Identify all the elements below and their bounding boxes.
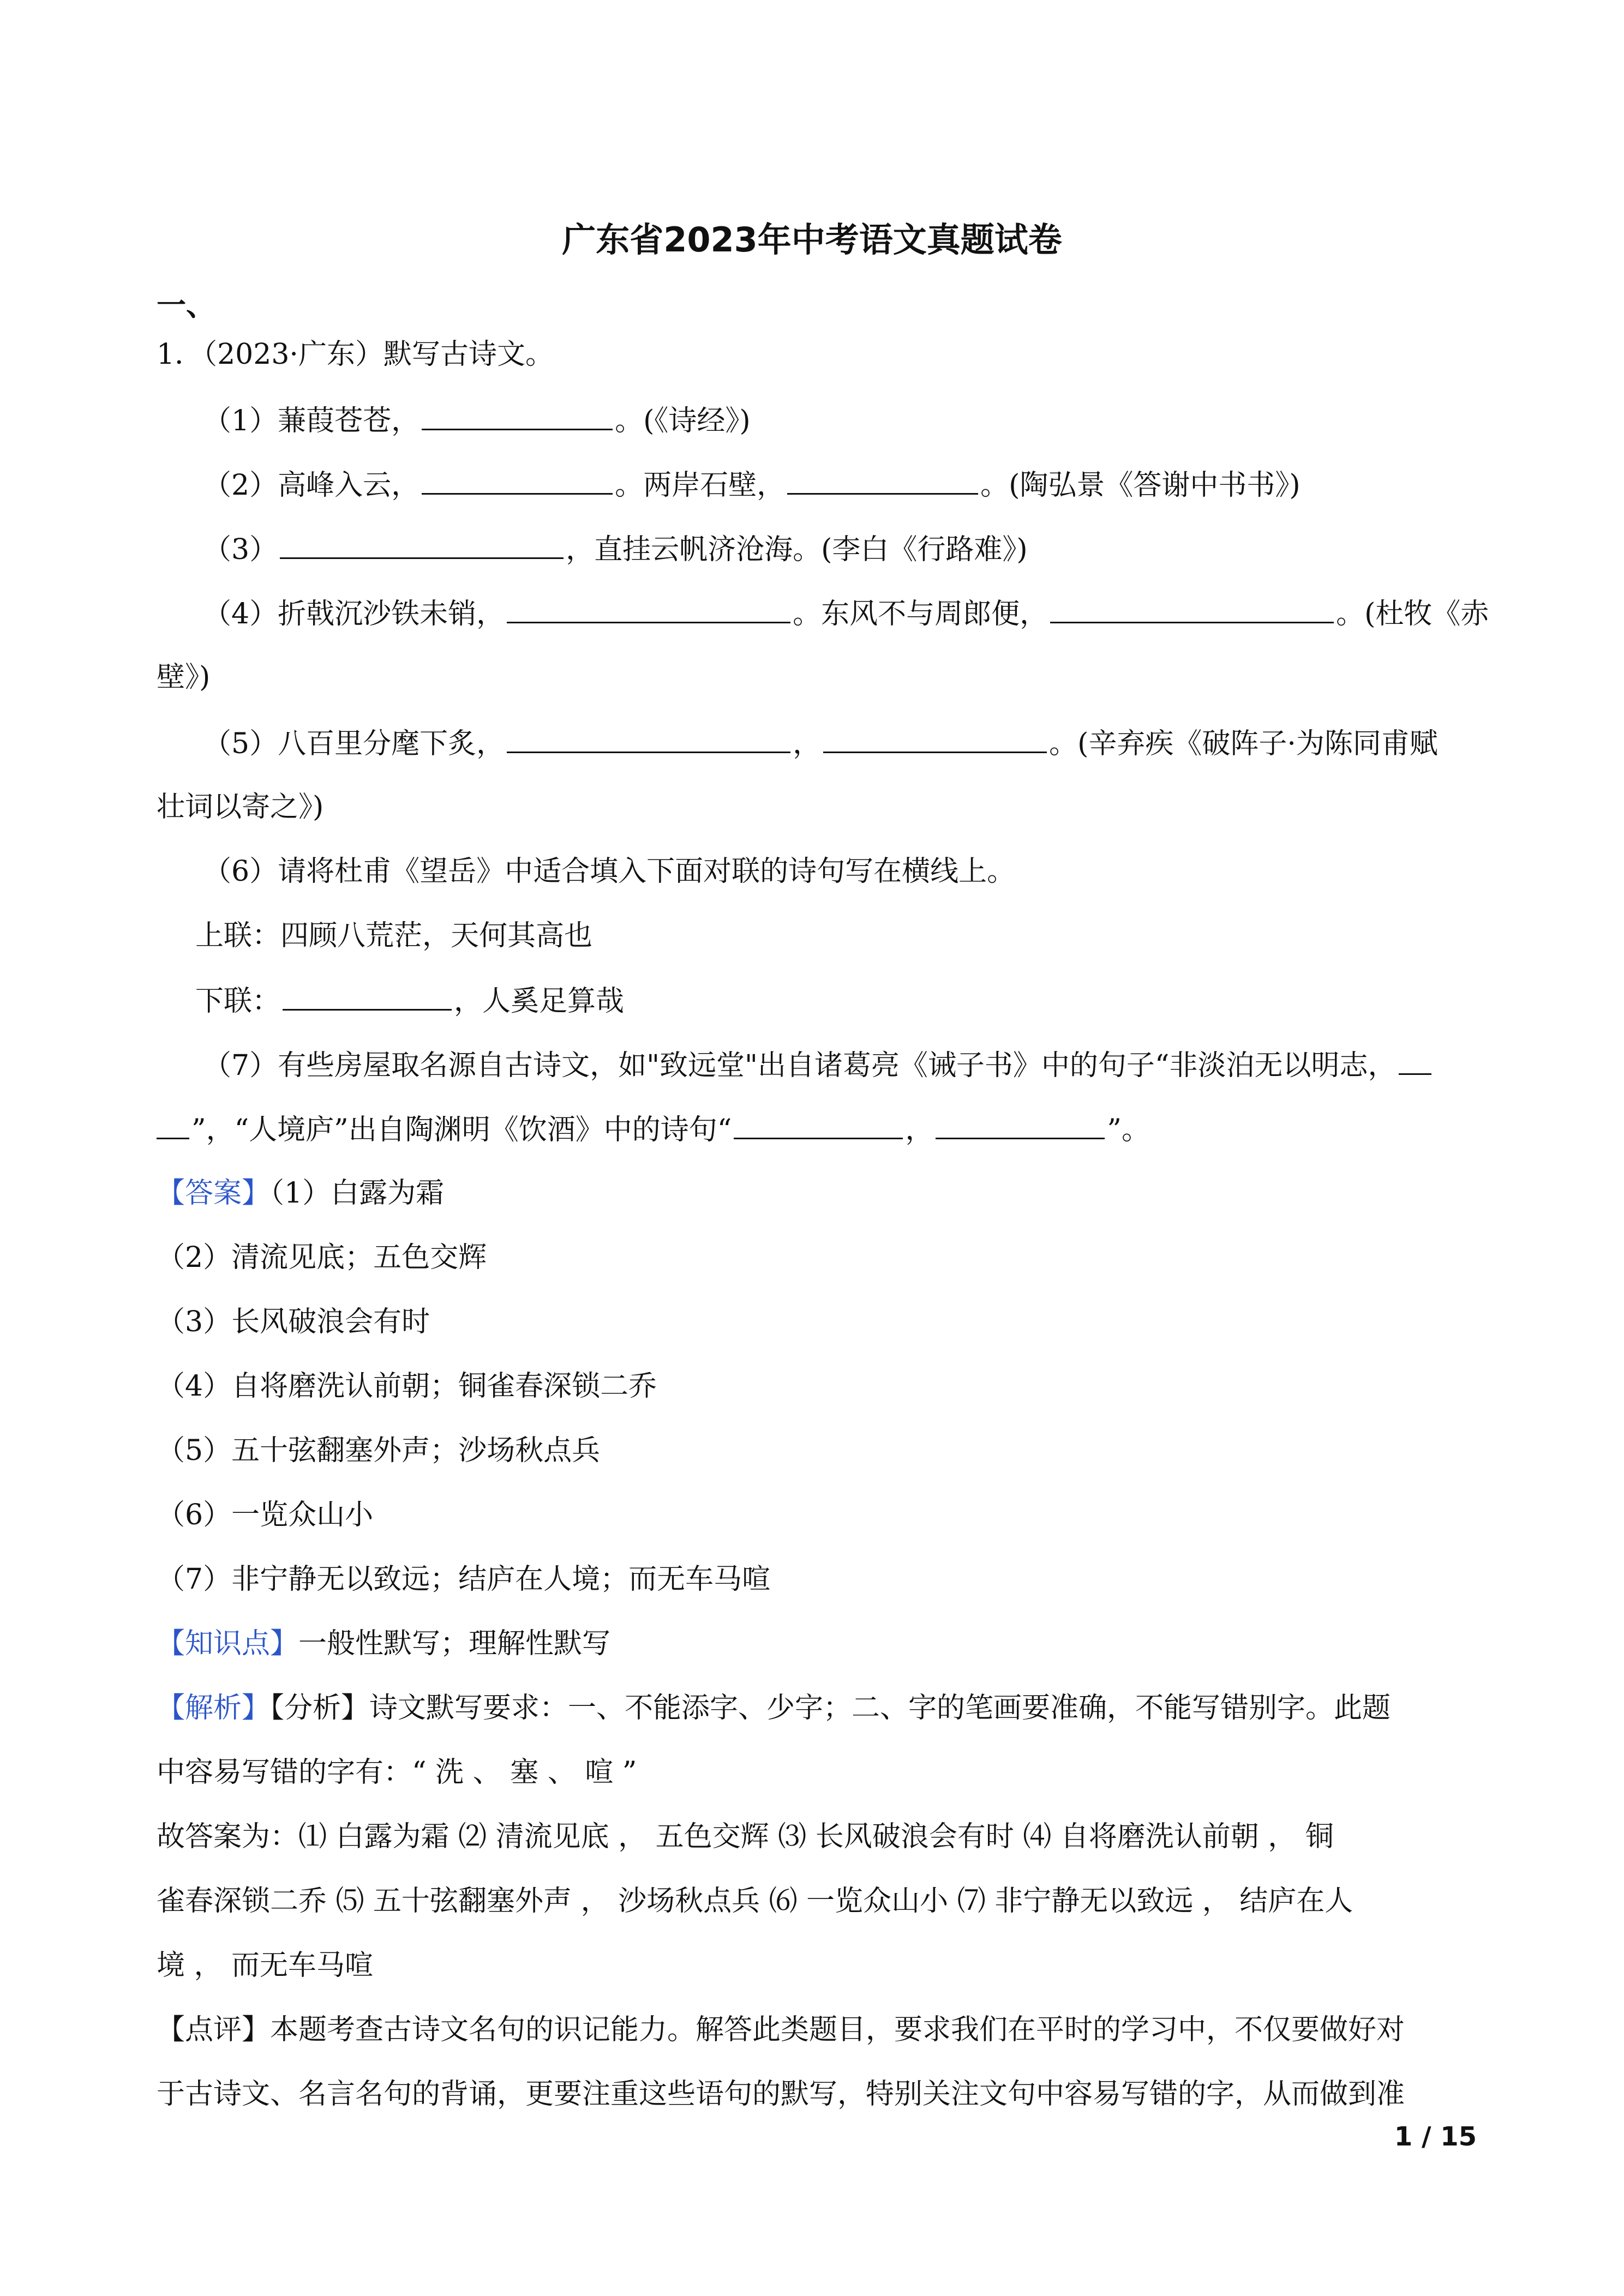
answer-label: 【答案】: [157, 1177, 271, 1210]
text: （4）折戟沉沙铁未销，: [203, 598, 505, 630]
text: 。(杜牧《赤: [1336, 598, 1489, 630]
answer-blank: [787, 462, 978, 495]
text: ”。: [1107, 1114, 1150, 1146]
text: （1）蒹葭苍苍，: [203, 405, 420, 437]
answer-blank: [507, 721, 790, 753]
text: 下联：: [195, 985, 281, 1018]
answer-blank: [823, 721, 1047, 753]
answer-blank: [157, 1107, 189, 1139]
analysis-line-3: 故答案为：⑴ 白露为霜 ⑵ 清流见底 ， 五色交辉 ⑶ 长风破浪会有时 ⑷ 自将磨洗认前朝 ， 铜: [157, 1820, 1334, 1853]
analysis-line-2: 中容易写错的字有：“ 洗 、 塞 、 喧 ”: [157, 1756, 637, 1789]
comment-line-1: 【点评】本题考查古诗文名句的识记能力。解答此类题目，要求我们在平时的学习中，不仅要做好对: [157, 2013, 1405, 2046]
answer-line-5: （5）五十弦翻塞外声；沙场秋点兵: [157, 1434, 601, 1467]
text: ，: [905, 1114, 934, 1146]
answer-blank: [280, 527, 564, 559]
question-item-5: [203, 721, 1477, 766]
analysis-label: 【解析】: [157, 1692, 271, 1724]
text: （7）有些房屋取名源自古诗文，如"致远堂"出自诸葛亮《诫子书》中的句子“非淡泊无以明志，: [203, 1049, 1397, 1082]
question-item-4: [203, 591, 1489, 636]
text: 。(陶弘景《答谢中书书》): [980, 469, 1301, 502]
text: （5）八百里分麾下炙，: [203, 728, 505, 760]
answer-line-7: （7）非宁静无以致远；结庐在人境；而无车马喧: [157, 1563, 771, 1596]
answer-blank: [422, 398, 613, 430]
section-heading: 一、: [157, 288, 215, 322]
text: （1）白露为霜: [270, 1177, 445, 1210]
text: ，人奚足算哉: [454, 985, 625, 1018]
text: 。(辛弃疾《破阵子·为陈同甫赋: [1049, 728, 1438, 760]
knowledge-point: [157, 1622, 1477, 1666]
text: 。两岸石壁，: [615, 469, 786, 502]
answer-line-6: （6）一览众山小: [157, 1499, 374, 1531]
answer-line-4: （4）自将磨洗认前朝；铜雀春深锁二乔: [157, 1370, 657, 1403]
answer-blank: [1050, 591, 1334, 623]
analysis-line-5: 境 ， 而无车马喧: [157, 1949, 374, 1982]
answer-line-3: （3）长风破浪会有时: [157, 1306, 430, 1338]
answer-line-2: （2）清流见底；五色交辉: [157, 1241, 487, 1274]
text: ，直挂云帆济沧海。(李白《行路难》): [566, 533, 1028, 566]
answer-blank: [1399, 1043, 1431, 1075]
page-number: 1 / 15: [1394, 2121, 1477, 2152]
text: 一般性默写；理解性默写: [298, 1627, 611, 1660]
question-stem: 1．（2023·广东）默写古诗文。: [157, 338, 554, 371]
question-item-7-cont: [157, 1107, 1477, 1152]
question-item-2: [203, 462, 1477, 507]
analysis-line-1: [157, 1686, 1477, 1730]
question-item-5-cont: 壮词以寄之》): [157, 791, 324, 824]
comment-line-2: 于古诗文、名言名句的背诵，更要注重这些语句的默写，特别关注文句中容易写错的字，从而做到准: [157, 2078, 1405, 2111]
answer-blank: [734, 1107, 903, 1139]
analysis-line-4: 雀春深锁二乔 ⑸ 五十弦翻塞外声 ， 沙场秋点兵 ⑹ 一览众山小 ⑺ 非宁静无以致远 ， 结庐在人: [157, 1885, 1353, 1918]
page-title: 广东省2023年中考语文真题试卷: [562, 220, 1062, 260]
answer-line-1: [157, 1171, 1477, 1215]
knowledge-label: 【知识点】: [157, 1627, 299, 1660]
text: ，: [793, 728, 822, 760]
text: 。(《诗经》): [615, 405, 751, 437]
text: （2）高峰入云，: [203, 469, 420, 502]
answer-blank: [283, 978, 452, 1011]
couplet-upper: 上联：四顾八荒茫，天何其高也: [195, 919, 593, 952]
answer-blank: [936, 1107, 1105, 1139]
question-item-1: [203, 398, 1477, 443]
text: 。东风不与周郎便，: [793, 598, 1048, 630]
couplet-lower: [195, 978, 1477, 1023]
question-item-7: [203, 1043, 1477, 1087]
question-item-3: [203, 527, 1477, 572]
question-item-6: （6）请将杜甫《望岳》中适合填入下面对联的诗句写在横线上。: [203, 855, 1016, 888]
text: 【分析】诗文默写要求：一、不能添字、少字；二、字的笔画要准确，不能写错别字。此题: [270, 1692, 1391, 1724]
question-item-4-cont: 壁》): [157, 661, 211, 694]
text: ”，“人境庐”出自陶渊明《饮酒》中的诗句“: [191, 1114, 732, 1146]
text: （3）: [203, 533, 278, 566]
answer-blank: [507, 591, 790, 623]
answer-blank: [422, 462, 613, 495]
